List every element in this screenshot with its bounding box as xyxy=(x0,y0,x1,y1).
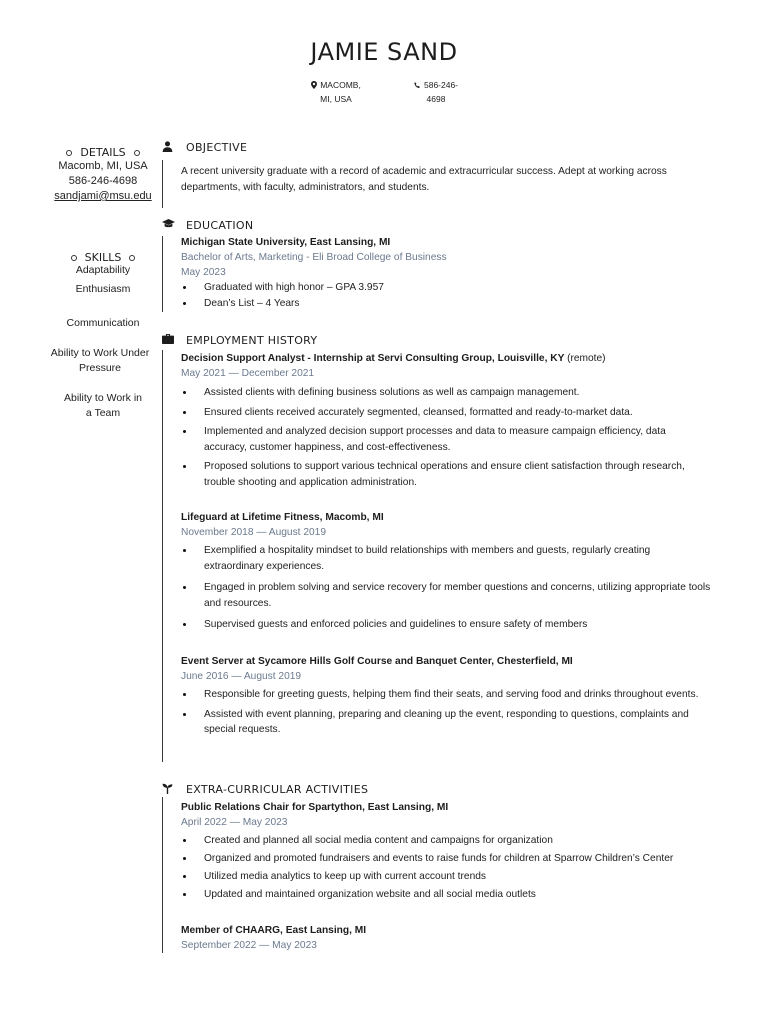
list-item: Created and planned all social media content and campaigns for organization xyxy=(181,833,711,849)
contact-location xyxy=(306,78,366,106)
activity-bullets xyxy=(181,833,711,903)
details-phone: 586-246-4698 xyxy=(68,175,138,187)
section-rule xyxy=(162,350,163,762)
list-item: Implemented and analyzed decision support processes and data to measure campaign efficiency, data accuracy, customer happiness, and cost-effectiveness. xyxy=(181,424,711,455)
list-item: Assisted with event planning, preparing and cleaning up the event, responding to questions, complaints and special requests. xyxy=(181,707,711,738)
employment-title: EMPLOYMENT HISTORY xyxy=(186,334,318,347)
contact-location-text: MACOMB, MI, USA xyxy=(320,80,361,104)
objective-title: OBJECTIVE xyxy=(186,141,248,154)
section-rule xyxy=(162,160,163,208)
activities-title: EXTRA-CURRICULAR ACTIVITIES xyxy=(186,783,369,796)
skills-title: SKILLS xyxy=(84,251,122,264)
education-bullets xyxy=(181,280,711,311)
job-bullets xyxy=(181,385,711,490)
activity-title: Member of CHAARG, East Lansing, MI xyxy=(181,925,367,936)
list-item: Exemplified a hospitality mindset to build relationships with members and guests, regularly creating extraordinary experiences. xyxy=(181,543,711,574)
school-name: Michigan State University, East Lansing, MI xyxy=(181,237,391,248)
skill-item: Ability to Work Under Pressure xyxy=(50,347,150,374)
job-title: Event Server at Sycamore Hills Golf Course and Banquet Center, Chesterfield, MI xyxy=(181,656,573,667)
job-entry xyxy=(181,655,711,738)
phone-icon xyxy=(414,82,421,89)
degree: Bachelor of Arts, Marketing - Eli Broad College of Business xyxy=(181,252,447,263)
objective-text: A recent university graduate with a record of academic and extracurricular success. Adept at working across departments, with faculty, administrators, and students. xyxy=(181,166,667,193)
graduation-date: May 2023 xyxy=(181,267,226,278)
circle-icon xyxy=(134,150,140,156)
list-item: Assisted clients with defining business solutions as well as campaign management. xyxy=(181,385,711,401)
details-email-link[interactable]: sandjami@msu.edu xyxy=(54,190,152,202)
skill-item: Communication xyxy=(66,317,140,329)
job-bullets xyxy=(181,687,711,738)
contact-phone xyxy=(410,78,462,106)
job-dates: November 2018 — August 2019 xyxy=(181,527,326,538)
map-pin-icon xyxy=(311,81,317,89)
list-item: Engaged in problem solving and service recovery for member questions and concerns, utilizing appropriate tools and resources. xyxy=(181,580,711,611)
job-dates: June 2016 — August 2019 xyxy=(181,671,302,682)
resume-name: JAMIE SAND xyxy=(310,38,458,66)
details-location: Macomb, MI, USA xyxy=(58,160,148,172)
list-item: Proposed solutions to support various technical operations and ensure client satisfaction through research, trouble shooting and application administration. xyxy=(181,459,711,490)
list-item: Graduated with high honor – GPA 3.957 xyxy=(181,280,711,296)
job-note: (remote) xyxy=(567,353,606,364)
briefcase-icon xyxy=(162,334,174,344)
job-title: Decision Support Analyst - Internship at Servi Consulting Group, Louisville, KY xyxy=(181,353,565,364)
list-item: Organized and promoted fundraisers and events to raise funds for children at Sparrow Children’s Center xyxy=(181,851,711,867)
skill-item: Enthusiasm xyxy=(75,283,131,295)
skill-item: Adaptability xyxy=(75,264,131,276)
activity-dates: April 2022 — May 2023 xyxy=(181,817,288,828)
list-item: Dean’s List – 4 Years xyxy=(181,296,711,312)
list-item: Updated and maintained organization website and all social media outlets xyxy=(181,887,711,903)
job-bullets xyxy=(181,543,711,633)
education-section xyxy=(181,236,711,311)
sidebar xyxy=(42,146,164,421)
objective-section xyxy=(181,164,711,195)
activity-dates: September 2022 — May 2023 xyxy=(181,940,317,951)
job-entry xyxy=(181,511,711,633)
skill-item: Ability to Work in a Team xyxy=(64,392,142,419)
list-item: Utilized media analytics to keep up with current account trends xyxy=(181,869,711,885)
section-rule xyxy=(162,797,163,953)
circle-icon xyxy=(71,255,77,261)
contact-phone-text: 586-246-4698 xyxy=(423,80,459,104)
list-item: Ensured clients received accurately segmented, cleansed, formatted and ready-to-market data. xyxy=(181,405,711,421)
graduation-cap-icon xyxy=(162,219,175,229)
list-item: Responsible for greeting guests, helping them find their seats, and serving food and drinks throughout events. xyxy=(181,687,711,703)
circle-icon xyxy=(66,150,72,156)
activity-entry xyxy=(181,924,711,953)
list-item: Supervised guests and enforced policies and guidelines to ensure safety of members xyxy=(181,617,711,633)
job-entry xyxy=(181,352,711,490)
details-title: DETAILS xyxy=(80,146,126,159)
section-rule xyxy=(162,236,163,312)
person-icon xyxy=(162,141,173,152)
sprout-icon xyxy=(162,783,173,794)
circle-icon xyxy=(129,255,135,261)
activity-entry xyxy=(181,801,711,903)
details-heading xyxy=(42,146,164,159)
activity-title: Public Relations Chair for Spartython, East Lansing, MI xyxy=(181,802,449,813)
job-title: Lifeguard at Lifetime Fitness, Macomb, MI xyxy=(181,512,384,523)
job-dates: May 2021 — December 2021 xyxy=(181,368,315,379)
education-title: EDUCATION xyxy=(186,219,254,232)
